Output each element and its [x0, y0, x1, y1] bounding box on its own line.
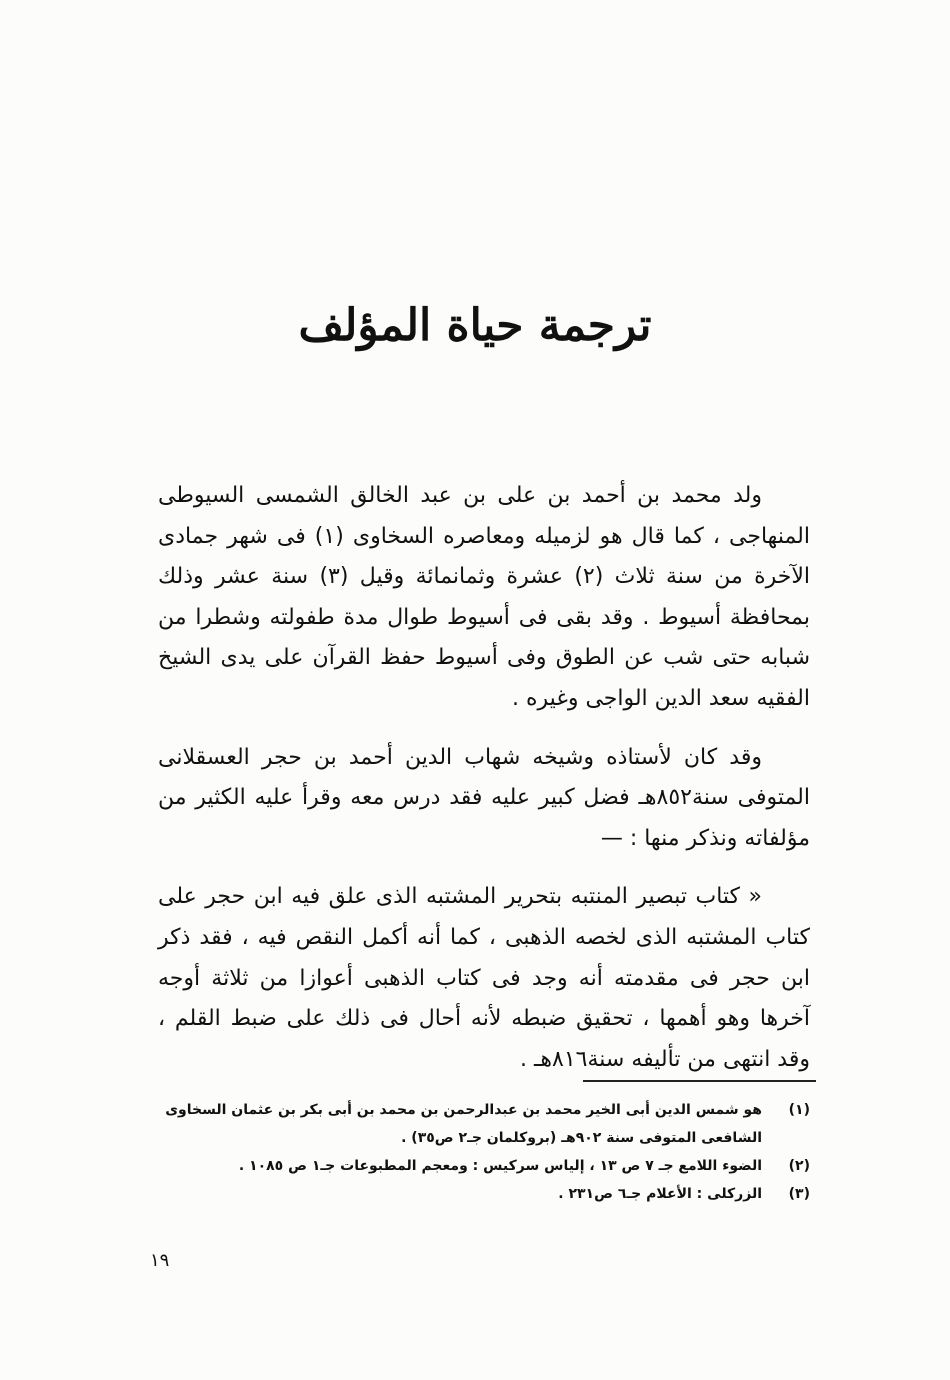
footnote-text: هو شمس الدين أبى الخير محمد بن عبدالرحمن بن محمد بن أبى بكر بن عثمان السخاوى الشافعى المتوفى سنة ٩٠٢هـ (بروكلمان جـ٢ ص٣٥) . — [165, 1102, 762, 1146]
footnote-1 — [158, 1096, 810, 1152]
paragraph-3: « كتاب تبصير المنتبه بتحرير المشتبه الذى علق فيه ابن حجر على كتاب المشتبه الذى لخصه الذهبى ، كما أنه أكمل النقص فيه ، فقد ذكر ابن حجر فى مقدمته أنه وجد فى كتاب الذهبى أعوازا من ثلاثة أوجه آخرها وهو أهمها ، تحقيق ضبطه لأنه أحال فى ذلك على ضبط القلم ، وقد انتهى من تأليفه سنة٨١٦هـ . — [158, 884, 810, 1072]
footnote-number: (٢) — [788, 1158, 810, 1174]
chapter-title: ترجمة حياة المؤلف — [298, 300, 652, 351]
footnote-text: الضوء اللامع جـ ٧ ص ١٣ ، إلياس سركيس : ومعجم المطبوعات جـ١ ص ١٠٨٥ . — [238, 1158, 762, 1174]
footnote-divider — [583, 1080, 816, 1082]
body-text — [158, 476, 810, 1080]
footnote-number: (٣) — [788, 1186, 810, 1202]
footnotes — [158, 1096, 810, 1208]
paragraph-1: ولد محمد بن أحمد بن على بن عبد الخالق الشمسى السيوطى المنهاجى ، كما قال هو لزميله ومعاصره السخاوى (١) فى شهر جمادى الآخرة من سنة ثلاث (٢) عشرة وثمانمائة وقيل (٣) سنة عشر وذلك بمحافظة أسيوط . وقد بقى فى أسيوط طوال مدة طفولته وشطرا من شبابه حتى شب عن الطوق وفى أسيوط حفظ القرآن على يدى الشيخ الفقيه سعد الدين الواجى وغيره . — [158, 483, 810, 711]
page-number: ١٩ — [150, 1250, 170, 1271]
footnote-number: (١) — [788, 1102, 810, 1118]
paragraph-2: وقد كان لأستاذه وشيخه شهاب الدين أحمد بن حجر العسقلانى المتوفى سنة٨٥٢هـ فضل كبير عليه فقد درس معه وقرأ عليه الكثير من مؤلفاته ونذكر منها : — — [158, 744, 810, 851]
footnote-3 — [158, 1180, 810, 1208]
footnote-2 — [158, 1152, 810, 1180]
footnote-text: الزركلى : الأعلام جـ٦ ص٢٣١ . — [558, 1186, 762, 1202]
